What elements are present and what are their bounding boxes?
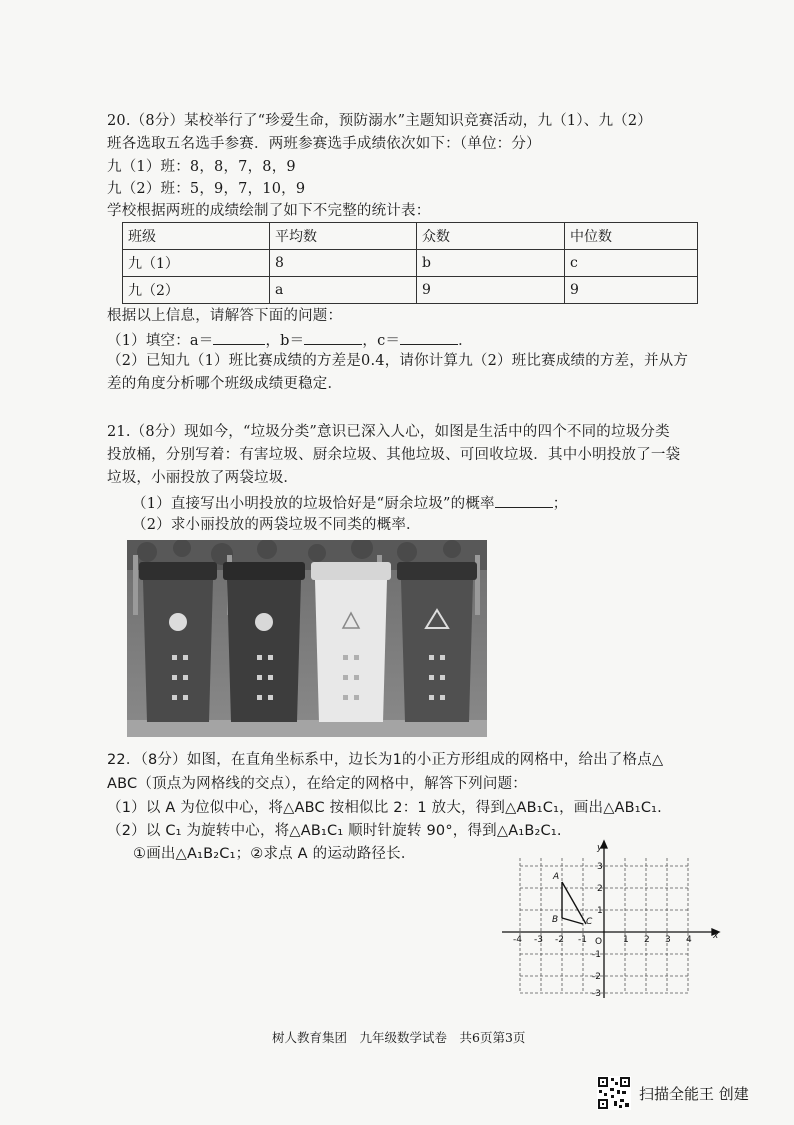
x-tick-label: 4 [686,935,692,945]
q22-sub2: （2）以 C₁ 为旋转中心，将△AB₁C₁ 顺时针旋转 90°，得到△A₁B₂C₁. [107,823,562,839]
y-tick-label: 3 [597,862,603,872]
q20-line1: 20.（8分）某校举行了“珍爱生命，预防溺水”主题知识竞赛活动，九（1）、九（2） [107,113,653,129]
q20-class1-scores: 九（1）班：8，8，7，8，9 [107,159,296,175]
x-tick-label: -2 [555,935,564,945]
table-header-cell: 平均数 [270,223,417,250]
q21-line1: 21.（8分）现如今，“垃圾分类”意识已深入人心，如图是生活中的四个不同的垃圾分类 [107,424,670,440]
table-header-row [123,223,698,250]
x-tick-label: 3 [665,935,671,945]
q22-sub1: （1）以 A 为位似中心，将△ABC 按相似比 2：1 放大，得到△AB₁C₁，画出△AB₁C₁. [107,800,662,816]
table-cell: b [417,250,565,277]
x-tick-label: -1 [578,935,587,945]
garbage-bins-photo [127,540,487,737]
q20-sub1 [107,329,473,351]
q20-sub2-line1: （2）已知九（1）班比赛成绩的方差是0.4，请你计算九（2）班比赛成绩的方差，并从方 [107,353,689,369]
q21-sub1-end: ； [552,496,568,512]
q20-sub2-line2: 差的角度分析哪个班级成绩更稳定． [107,376,343,392]
point-label-a: A [553,872,560,882]
stats-table [122,222,698,304]
table-cell: a [270,277,417,304]
table-cell: 8 [270,250,417,277]
q20-line2: 班各选取五名选手参赛．两班参赛选手成绩依次如下：（单位：分） [107,136,541,152]
table-row [123,250,698,277]
answer-blank-b [304,329,362,345]
scanner-label: 扫描全能王 创建 [639,1084,749,1103]
q20-line5: 学校根据两班的成绩绘制了如下不完整的统计表： [107,203,431,219]
q21-sub1-text: （1）直接写出小明投放的垃圾恰好是“厨余垃圾”的概率 [132,496,495,512]
y-tick-label: 1 [597,906,603,916]
q22-line2: ABC（顶点为网格线的交点），在给定的网格中，解答下列问题： [107,776,527,792]
q22-sub3: ①画出△A₁B₂C₁；②求点 A 的运动路径长． [133,846,416,862]
x-tick-label: -3 [534,935,543,945]
table-cell: 9 [565,277,698,304]
garbage-bins-illustration [127,540,487,737]
q20-sub1-end: ． [458,333,473,349]
q22-line1: 22．（8分）如图，在直角坐标系中，边长为1的小正方形组成的网格中，给出了格点△ [107,752,664,768]
point-label-b: B [552,915,559,925]
x-tick-label: 2 [644,935,650,945]
q21-line2: 投放桶，分别写着：有害垃圾、厨余垃圾、其他垃圾、可回收垃圾．其中小明投放了一袋 [107,447,681,463]
table-header-cell: 中位数 [565,223,698,250]
y-tick-label: 2 [597,884,603,894]
table-cell: 九（2） [123,277,270,304]
y-tick-label: -3 [592,989,601,999]
coordinate-grid [498,838,726,1000]
qr-code-icon [597,1076,631,1110]
q21-sub1 [132,492,567,514]
answer-blank-probability [495,492,553,508]
table-row [123,277,698,304]
point-label-c: C [586,917,593,927]
q21-sub2: （2）求小丽投放的两袋垃圾不同类的概率． [132,517,421,533]
answer-blank-a [213,329,265,345]
table-header-cell: 班级 [123,223,270,250]
table-cell: c [565,250,698,277]
y-axis-label: y [597,843,603,853]
y-tick-label: -1 [592,950,601,960]
origin-label: O [595,937,603,947]
q20-sub1-c-label: ，c＝ [362,333,401,349]
q20-sub1-a-label: （1）填空：a＝ [107,333,214,349]
q20-class2-scores: 九（2）班：5，9，7，10，9 [107,181,306,197]
x-axis-label: x [713,931,719,941]
y-tick-label: -2 [592,972,601,982]
page-footer: 树人教育集团 九年级数学试卷 共6页第3页 [272,1030,526,1045]
table-header-cell: 众数 [417,223,565,250]
x-tick-label: -4 [513,935,522,945]
q20-line6: 根据以上信息，请解答下面的问题： [107,308,343,324]
q20-sub1-b-label: ，b＝ [265,333,305,349]
x-tick-label: 1 [623,935,629,945]
scanner-watermark [597,1076,749,1110]
table-cell: 9 [417,277,565,304]
answer-blank-c [400,329,458,345]
q21-line3: 垃圾，小丽投放了两袋垃圾． [107,470,299,486]
table-cell: 九（1） [123,250,270,277]
